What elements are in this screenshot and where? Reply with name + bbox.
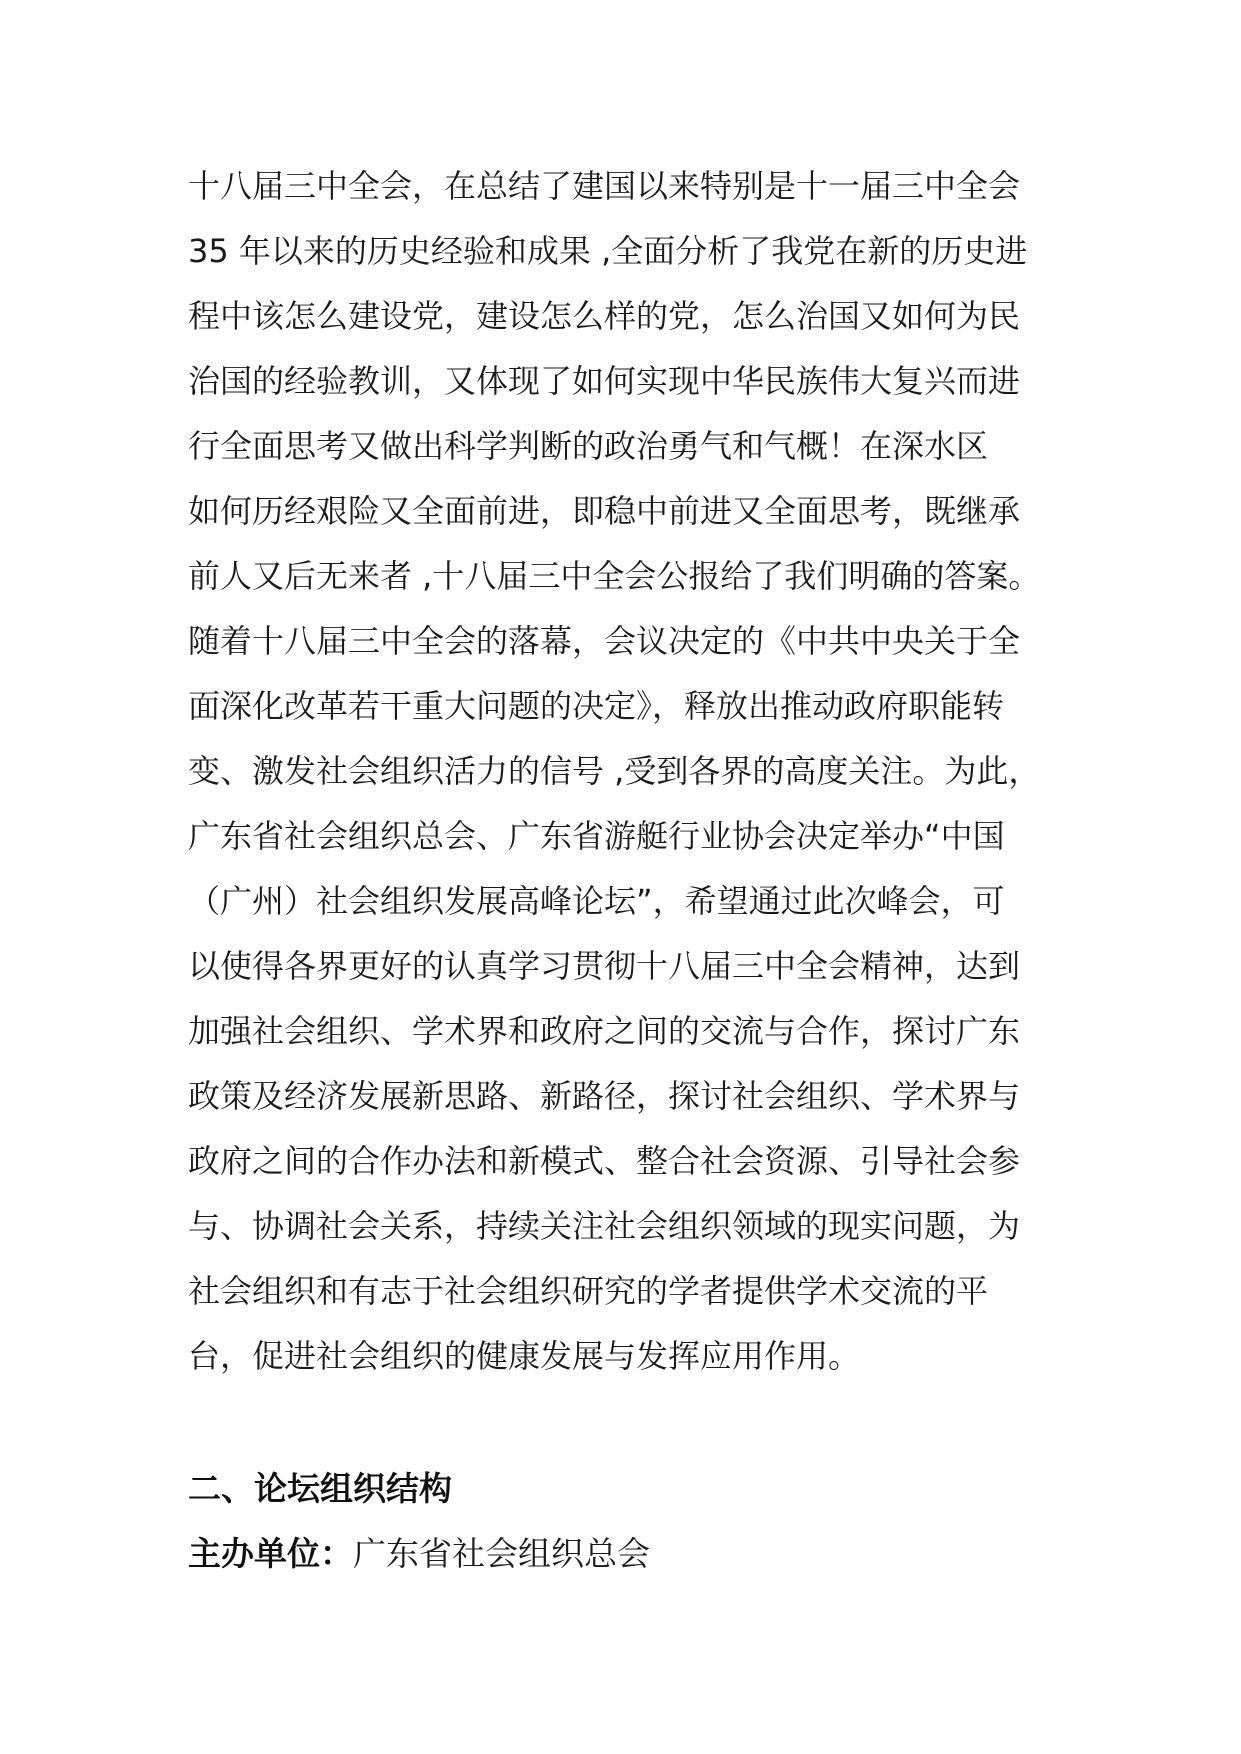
- paragraph-line: 行全面思考又做出科学判断的政治勇气和气概！在深水区: [188, 427, 989, 465]
- host-organizer-line: [188, 1528, 650, 1575]
- paragraph-line: 随着十八届三中全会的落幕，会议决定的《中共中央关于全: [188, 622, 1021, 660]
- paragraph-line: 前人又后无来者 ,十八届三中全会公报给了我们明确的答案。: [188, 557, 1041, 595]
- host-organizer-label: 主办单位：: [188, 1534, 353, 1573]
- paragraph-line: 加强社会组织、学术界和政府之间的交流与合作，探讨广东: [188, 1012, 1021, 1050]
- paragraph-line: （广州）社会组织发展高峰论坛”，希望通过此次峰会，可: [188, 882, 1005, 920]
- paragraph-line: 治国的经验教训，又体现了如何实现中华民族伟大复兴而进: [188, 362, 1021, 400]
- section-heading: 二、论坛组织结构: [188, 1469, 452, 1508]
- paragraph-line: 面深化改革若干重大问题的决定》，释放出推动政府职能转: [188, 687, 1005, 725]
- paragraph-line: 35 年以来的历史经验和成果 ,全面分析了我党在新的历史进: [188, 232, 1028, 270]
- paragraph-line: 政府之间的合作办法和新模式、整合社会资源、引导社会参: [188, 1142, 1021, 1180]
- paragraph-line: 政策及经济发展新思路、新路径，探讨社会组织、学术界与: [188, 1077, 1021, 1115]
- paragraph-line: 如何历经艰险又全面前进，即稳中前进又全面思考，既继承: [188, 492, 1021, 530]
- paragraph-line: 与、协调社会关系，持续关注社会组织领域的现实问题，为: [188, 1207, 1021, 1245]
- paragraph-line: 社会组织和有志于社会组织研究的学者提供学术交流的平: [188, 1272, 989, 1310]
- paragraph-line: 广东省社会组织总会、广东省游艇行业协会决定举办“中国: [188, 817, 1005, 855]
- paragraph-line: 变、激发社会组织活力的信号 ,受到各界的高度关注。为此，: [188, 752, 1041, 790]
- paragraph-line: 台，促进社会组织的健康发展与发挥应用作用。: [188, 1337, 861, 1375]
- host-organizer-value: 广东省社会组织总会: [353, 1534, 650, 1573]
- paragraph-line: 以使得各界更好的认真学习贯彻十八届三中全会精神，达到: [188, 947, 1021, 985]
- paragraph-line: 程中该怎么建设党，建设怎么样的党，怎么治国又如何为民: [188, 297, 1021, 335]
- body-paragraph: [188, 154, 1068, 1389]
- paragraph-line: 十八届三中全会，在总结了建国以来特别是十一届三中全会: [188, 167, 1021, 205]
